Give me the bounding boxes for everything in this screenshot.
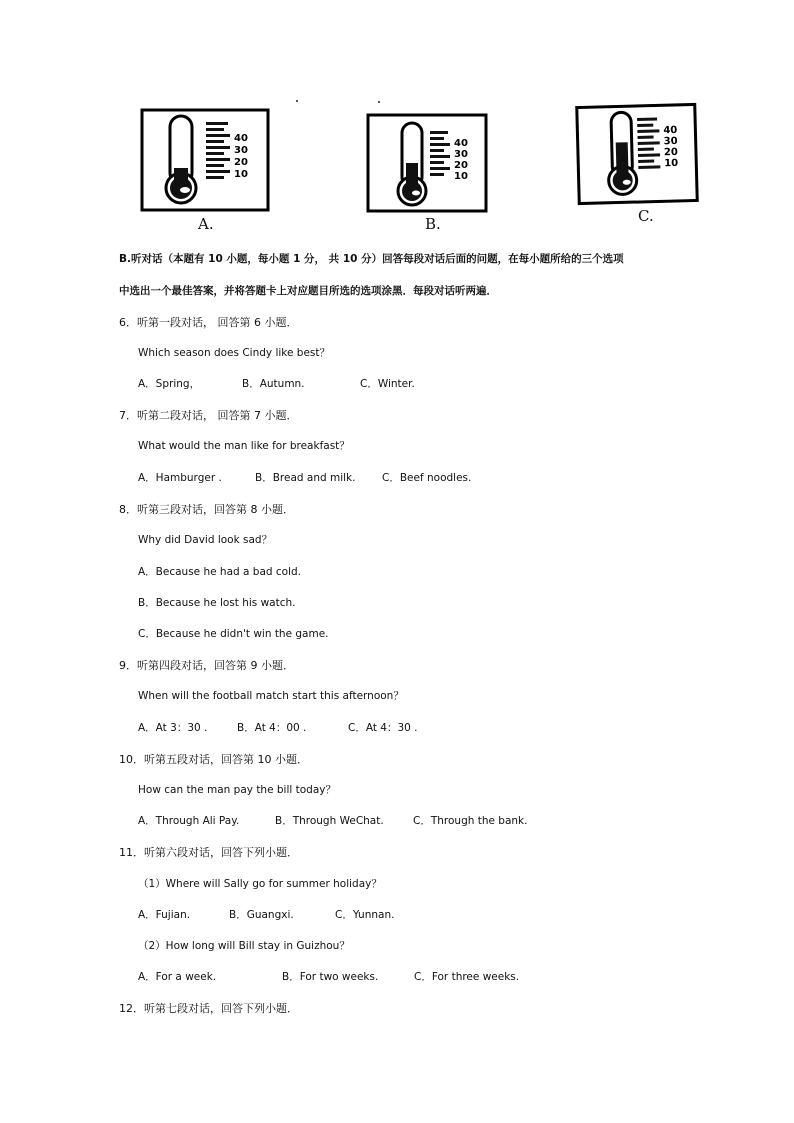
thermometer-a-label: A. xyxy=(198,215,214,233)
question-11-sub2-option-a[interactable]: A．For a week. xyxy=(138,971,217,983)
scale-label: 40 xyxy=(454,138,468,149)
question-10-option-b[interactable]: B．Through WeChat. xyxy=(275,815,384,827)
scale-label: 30 xyxy=(234,145,248,156)
question-11-sub1-text: （1）Where will Sally go for summer holiday？ xyxy=(138,878,382,890)
thermometer-b-label: B. xyxy=(425,215,441,233)
question-11-sub1-option-a[interactable]: A．Fujian. xyxy=(138,909,191,921)
scale-label: 30 xyxy=(663,135,678,148)
scale-label: 20 xyxy=(663,146,679,159)
question-11-sub2-text: （2）How long will Bill stay in Guizhou？ xyxy=(138,940,350,952)
scale-label: 30 xyxy=(454,149,468,160)
question-12-heading: 12．听第七段对话，回答下列小题． xyxy=(119,1002,298,1015)
question-7-option-b[interactable]: B．Bread and milk. xyxy=(255,472,356,484)
thermo-fill xyxy=(406,163,418,191)
question-6-option-a[interactable]: A．Spring， xyxy=(138,378,201,390)
question-9-option-c[interactable]: C．At 4：30 . xyxy=(348,722,418,734)
question-11-heading: 11．听第六段对话，回答下列小题． xyxy=(119,846,298,859)
question-6-heading: 6．听第一段对话， 回答第 6 小题． xyxy=(119,316,298,329)
question-6-text: Which season does Cindy like best？ xyxy=(138,347,330,359)
scale-label: 20 xyxy=(234,157,248,168)
thermometer-c xyxy=(575,102,700,205)
scale-label: 40 xyxy=(234,133,248,144)
question-8-text: Why did David look sad？ xyxy=(138,534,273,546)
question-9-text: When will the football match start this afternoon？ xyxy=(138,690,404,702)
question-9-option-a[interactable]: A．At 3：30 . xyxy=(138,722,208,734)
question-8-heading: 8．听第三段对话，回答第 8 小题． xyxy=(119,503,294,516)
scale-label: 10 xyxy=(664,157,679,170)
question-10-option-a[interactable]: A．Through Ali Pay. xyxy=(138,815,240,827)
section-b-instructions-line1: B.听对话（本题有 10 小题，每小题 1 分， 共 10 分）回答每段对话后面的问题，在每小题所给的三个选项 xyxy=(119,253,624,265)
question-10-text: How can the man pay the bill today？ xyxy=(138,784,336,796)
scan-dot xyxy=(296,100,298,102)
question-7-option-a[interactable]: A．Hamburger . xyxy=(138,472,222,484)
thermometer-b xyxy=(366,113,488,213)
question-6-option-c[interactable]: C．Winter. xyxy=(360,378,415,390)
thermo-fill xyxy=(174,168,188,188)
question-8-option-a[interactable]: A．Because he had a bad cold. xyxy=(138,566,302,578)
scale-label: 20 xyxy=(454,160,468,171)
thermometer-c-label: C. xyxy=(638,207,654,225)
scan-dot xyxy=(378,101,380,103)
scale-label: 40 xyxy=(663,124,678,137)
question-11-sub1-option-b[interactable]: B．Guangxi. xyxy=(229,909,294,921)
thermo-fill xyxy=(616,142,629,180)
scale-label: 10 xyxy=(234,169,248,180)
question-7-heading: 7．听第二段对话， 回答第 7 小题． xyxy=(119,409,298,422)
section-b-instructions-line2: 中选出一个最佳答案，并将答题卡上对应题目所选的选项涂黑．每段对话听两遍． xyxy=(119,285,497,297)
question-6-option-b[interactable]: B．Autumn. xyxy=(242,378,305,390)
question-11-sub1-option-c[interactable]: C．Yunnan. xyxy=(335,909,395,921)
question-7-option-c[interactable]: C．Beef noodles. xyxy=(382,472,472,484)
question-9-option-b[interactable]: B．At 4：00 . xyxy=(237,722,307,734)
question-11-sub2-option-b[interactable]: B．For two weeks. xyxy=(282,971,379,983)
question-7-text: What would the man like for breakfast？ xyxy=(138,440,350,452)
question-10-option-c[interactable]: C．Through the bank. xyxy=(413,815,528,827)
question-8-option-c[interactable]: C．Because he didn't win the game. xyxy=(138,628,329,640)
scale-label: 10 xyxy=(454,171,468,182)
question-8-option-b[interactable]: B．Because he lost his watch. xyxy=(138,597,296,609)
question-11-sub2-option-c[interactable]: C．For three weeks. xyxy=(414,971,520,983)
thermometer-a xyxy=(140,108,270,212)
question-9-heading: 9．听第四段对话，回答第 9 小题． xyxy=(119,659,294,672)
question-10-heading: 10．听第五段对话，回答第 10 小题． xyxy=(119,753,308,766)
